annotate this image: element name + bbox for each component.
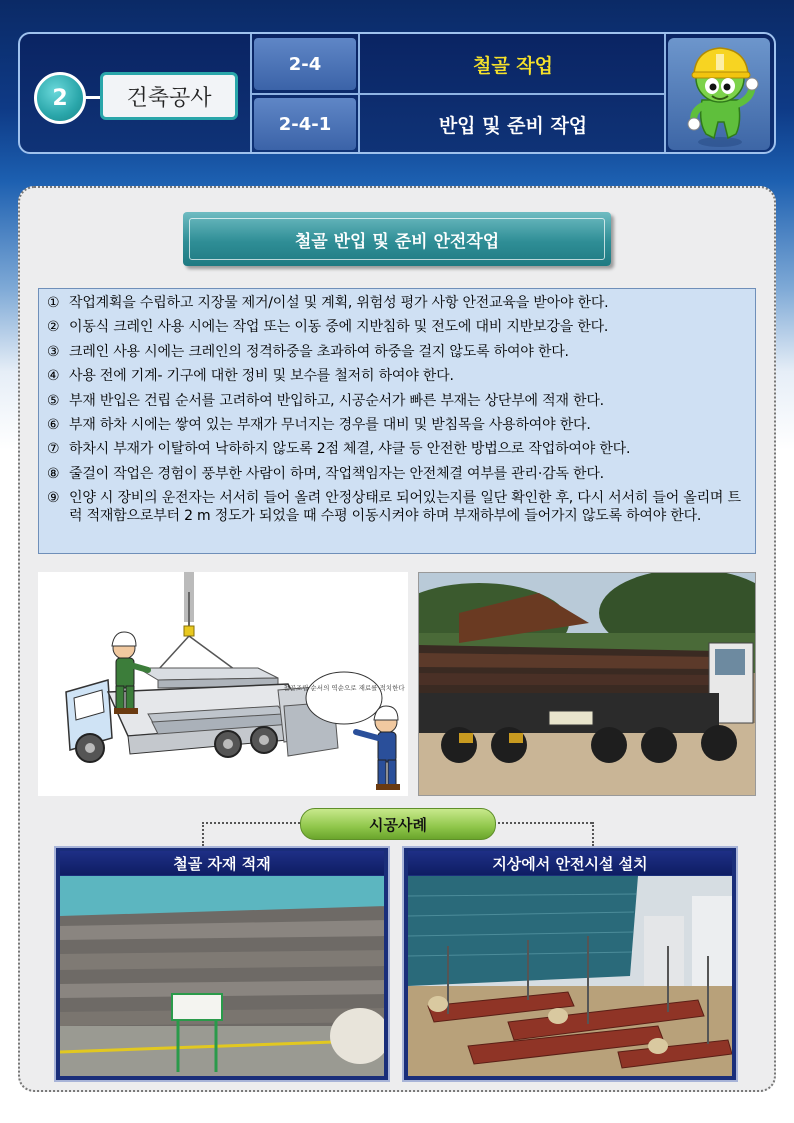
page-header [18, 32, 776, 154]
mascot-icon [668, 38, 770, 150]
rule-item: ② 이동식 크레인 사용 시에는 작업 또는 이동 중에 지반침하 및 전도에 대비 지반보강을 한다. [47, 319, 609, 336]
case-left-title: 철골 자재 적재 [60, 851, 384, 875]
crane-unloading-illustration [38, 572, 408, 796]
header-divider [664, 34, 666, 152]
panel-title-box [183, 212, 611, 266]
rule-item: ⑤ 부재 반입은 건립 순서를 고려하여 반입하고, 시공순서가 빠른 부재는 상단부에 적재 한다. [47, 392, 604, 409]
case-study-label: 시공사례 [300, 808, 496, 840]
rule-item: ⑧ 줄걸이 작업은 경험이 풍부한 사람이 하며, 작업책임자는 안전체결 여부를 관리·감독 한다. [47, 465, 604, 482]
case-right-title: 지상에서 안전시설 설치 [408, 851, 732, 875]
rule-item: ⑥ 부재 하차 시에는 쌓여 있는 부재가 무너지는 경우를 대비 및 받침목을 사용하여야 한다. [47, 417, 591, 434]
panel-title: 철골 반입 및 준비 안전작업 [189, 218, 605, 260]
truck-photo-image [419, 573, 756, 796]
section-name: 건축공사 [100, 72, 238, 120]
chapter-title: 철골 작업 [472, 54, 554, 77]
subchapter-title: 반입 및 준비 작업 [438, 114, 588, 137]
case-right [402, 846, 738, 1082]
steel-truck-photo [418, 572, 756, 796]
unloading-illustration [38, 572, 408, 796]
chapter-code: 2-4 [254, 38, 356, 90]
header-divider [250, 93, 664, 95]
ground-safety-install-photo [408, 876, 732, 1076]
steel-stack-photo [60, 876, 384, 1076]
subchapter-code: 2-4-1 [254, 98, 356, 150]
connector-line [202, 822, 204, 846]
svg-text:철골조립 순서의 역순으로 재료를 적치한다 [283, 683, 405, 692]
section-number-badge: 2 [34, 72, 86, 124]
connector-line [202, 822, 300, 824]
mascot-panel [668, 38, 770, 150]
rule-item: ④ 사용 전에 기계- 기구에 대한 정비 및 보수를 철저히 하여야 한다. [47, 368, 454, 385]
rule-item: ⑨ 인양 시 장비의 운전자는 서서히 들어 올려 안정상태로 되어있는지를 일단 확인한 후, 다시 서서히 들어 올리며 트럭 적재함으로부터 2 m 정도가 되었을 때 수평 이동시켜야 하며 부재하부에 들어가지 않도록 하여야 한다. [47, 490, 741, 525]
rule-item: ⑦ 하차시 부재가 이탈하여 낙하하지 않도록 2점 체결, 샤클 등 안전한 방법으로 작업하여야 한다. [47, 441, 631, 458]
rule-item: ③ 크레인 사용 시에는 크레인의 정격하중을 초과하여 하중을 걸지 않도록 하여야 한다. [47, 343, 569, 360]
connector-line [592, 822, 594, 846]
case-left [54, 846, 390, 1082]
safety-rules-list [38, 288, 756, 554]
rule-item: ① 작업계획을 수립하고 지장물 제거/이설 및 계획, 위험성 평가 사항 안전교육을 받아야 한다. [47, 295, 609, 311]
connector-line [494, 822, 592, 824]
speech-bubble-text: 철골조립 순서의 역순으로 재료를 적치한다 [283, 684, 405, 692]
